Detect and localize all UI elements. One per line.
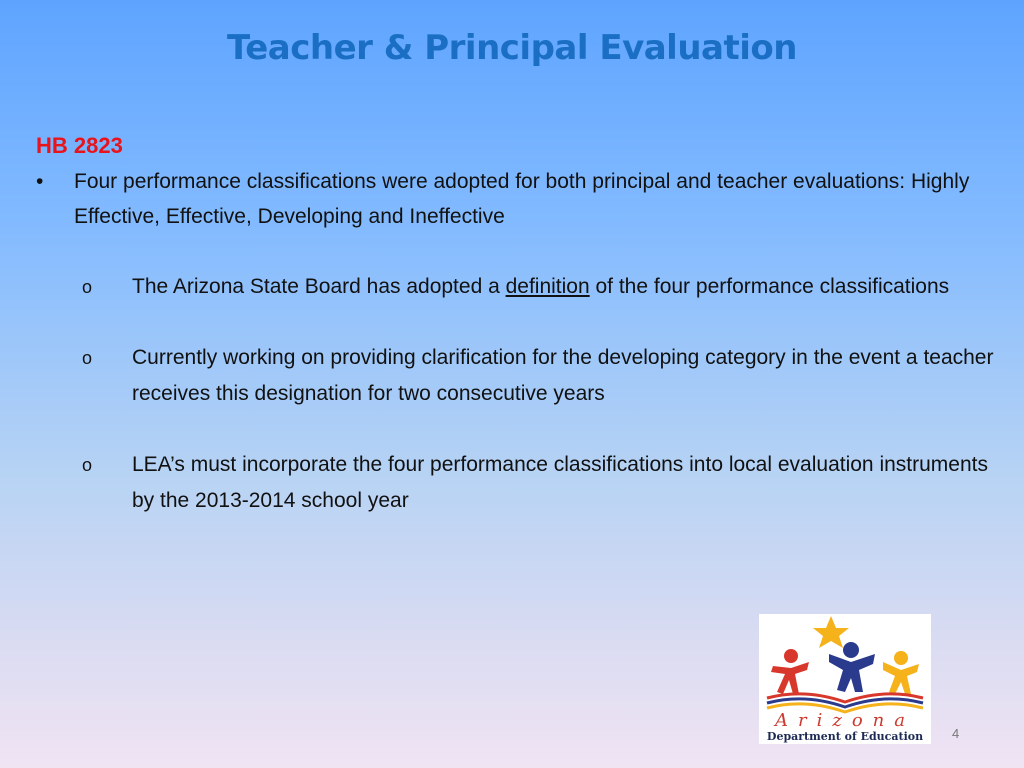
bullet-text: Four performance classifications were adopted for both principal and teacher evaluations: Highly Effective, Effective, Developing and Ineffective <box>74 170 970 228</box>
logo-subtitle: Department of Education <box>766 730 924 743</box>
sub-item-text: Currently working on providing clarification for the developing category in the event a teacher receives this designation for two consecutive years <box>132 346 994 405</box>
sub-item-definition <box>36 269 996 305</box>
arizona-education-logo <box>759 614 931 744</box>
sub-item-clarification <box>36 340 996 412</box>
logo-wordmark: Arizona <box>774 710 915 731</box>
sub-bullet-marker: o <box>82 348 93 368</box>
slide-content <box>36 128 996 519</box>
sub-bullet-marker: o <box>82 455 93 475</box>
sub-item-text-before: The Arizona State Board has adopted a <box>132 275 506 298</box>
section-heading: HB 2823 <box>36 133 123 158</box>
sub-item-text: LEA’s must incorporate the four performance classifications into local evaluation instruments by the 2013-2014 school year <box>132 453 988 512</box>
bullet-item <box>36 164 996 234</box>
logo-figures-icon <box>759 614 931 714</box>
sub-item-text-after: of the four performance classifications <box>589 275 950 298</box>
definition-link[interactable]: definition <box>505 275 590 298</box>
sub-bullet-marker: o <box>82 277 93 297</box>
bullet-marker: • <box>36 170 44 193</box>
sub-item-lea <box>36 447 996 519</box>
page-number: 4 <box>952 726 960 741</box>
slide-title: Teacher & Principal Evaluation <box>227 28 797 68</box>
